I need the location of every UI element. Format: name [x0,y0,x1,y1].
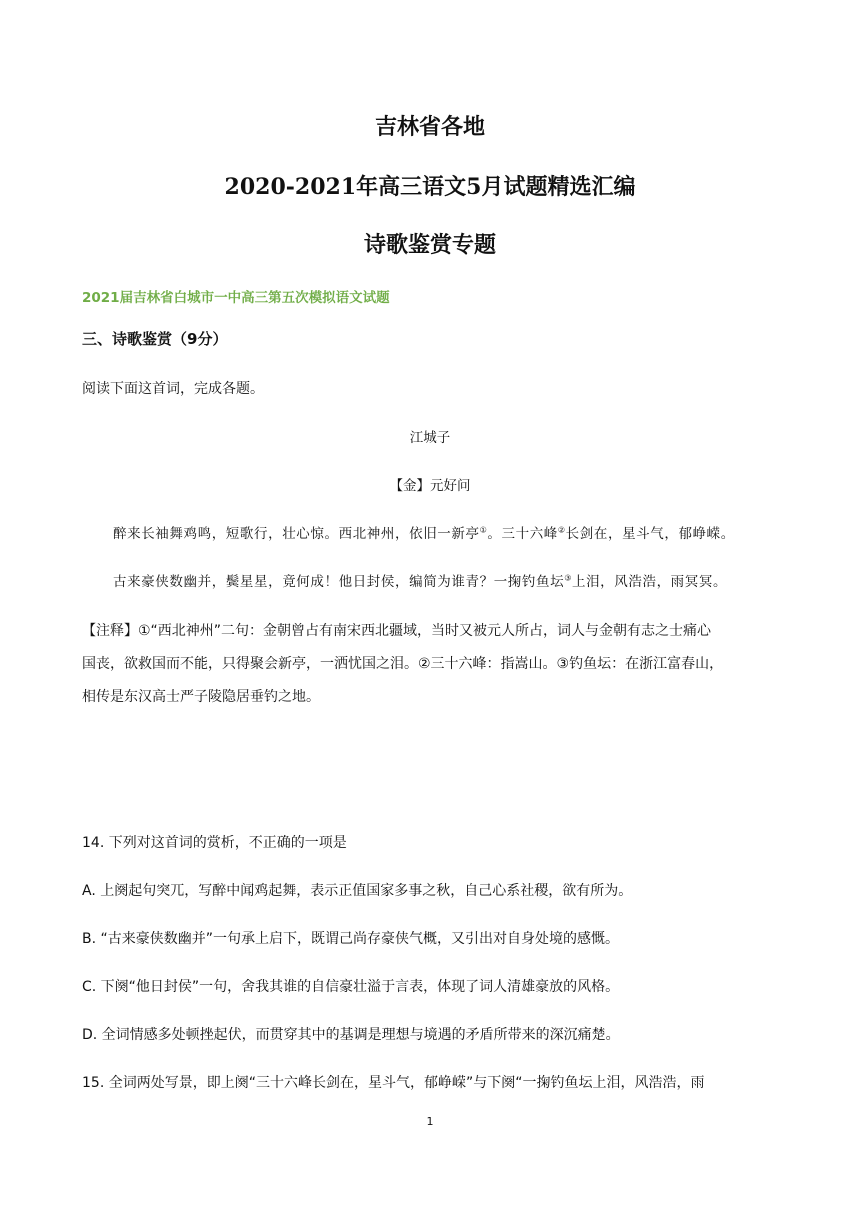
title-topic: 诗歌鉴赏专题 [363,232,496,258]
question-14-option-d: D. 全词情感多处顿挫起伏，而贯穿其中的基调是理想与境遇的矛盾所带来的深沉痛楚。 [82,1027,620,1043]
instruction-text: 阅读下面这首词，完成各题。 [82,381,264,397]
poem-text: 。三十六峰 [487,526,558,542]
footnote-marker: ① [479,525,488,535]
page-number: 1 [426,1115,434,1128]
section-heading: 三、诗歌鉴赏（9分） [82,330,228,348]
poem-title: 江城子 [409,430,451,446]
title-region: 吉林省各地 [374,114,485,140]
question-14-option-b: B. “古来豪侠数幽并”一句承上启下，既谓己尚存豪侠气概，又引出对自身处境的感慨。 [82,931,620,947]
question-14-option-c: C. 下阕“他日封侯”一句，舍我其谁的自信豪壮溢于言表，体现了词人清雄豪放的风格。 [82,979,620,995]
poem-author: 【金】元好问 [389,478,471,494]
question-14-stem: 14. 下列对这首词的赏析，不正确的一项是 [82,835,347,851]
question-14-option-a: A. 上阕起句突兀，写醉中闻鸡起舞，表示正值国家多事之秋，自己心系社稷，欲有所为。 [82,883,633,899]
poem-text: 上泪，风浩浩，雨冥冥。 [571,574,728,590]
annotation-line: 国丧，欲救国而不能，只得聚会新亭，一洒忧国之泪。②三十六峰：指嵩山。③钓鱼坛：在浙江富春山， [82,656,724,672]
title-exam: 2020-2021年高三语文5月试题精选汇编 [224,174,636,200]
poem-text: 古来豪侠数幽并，鬓星星，竟何成！他日封侯，编简为谁青？一掬钓鱼坛 [113,574,565,590]
poem-text: 醉来长袖舞鸡鸣，短歌行，壮心惊。西北神州，依旧一新亭 [113,526,480,542]
poem-line-lower [113,570,727,590]
question-15-stem: 15. 全词两处写景，即上阕“三十六峰长剑在，星斗气，郁峥嵘”与下阕“一掬钓鱼坛上泪，风浩浩，雨 [82,1075,705,1091]
poem-text: 长剑在，星斗气，郁峥嵘。 [565,526,735,542]
footnote-marker: ② [557,525,566,535]
exam-source: 2021届吉林省白城市一中高三第五次模拟语文试题 [82,290,390,306]
annotation-line: 【注释】①“西北神州”二句：金朝曾占有南宋西北疆域，当时又被元人所占，词人与金朝有志之士痛心 [82,623,712,639]
footnote-marker: ③ [564,573,572,583]
poem-line-upper [113,522,735,542]
annotation-line: 相传是东汉高士严子陵隐居垂钓之地。 [82,689,320,705]
